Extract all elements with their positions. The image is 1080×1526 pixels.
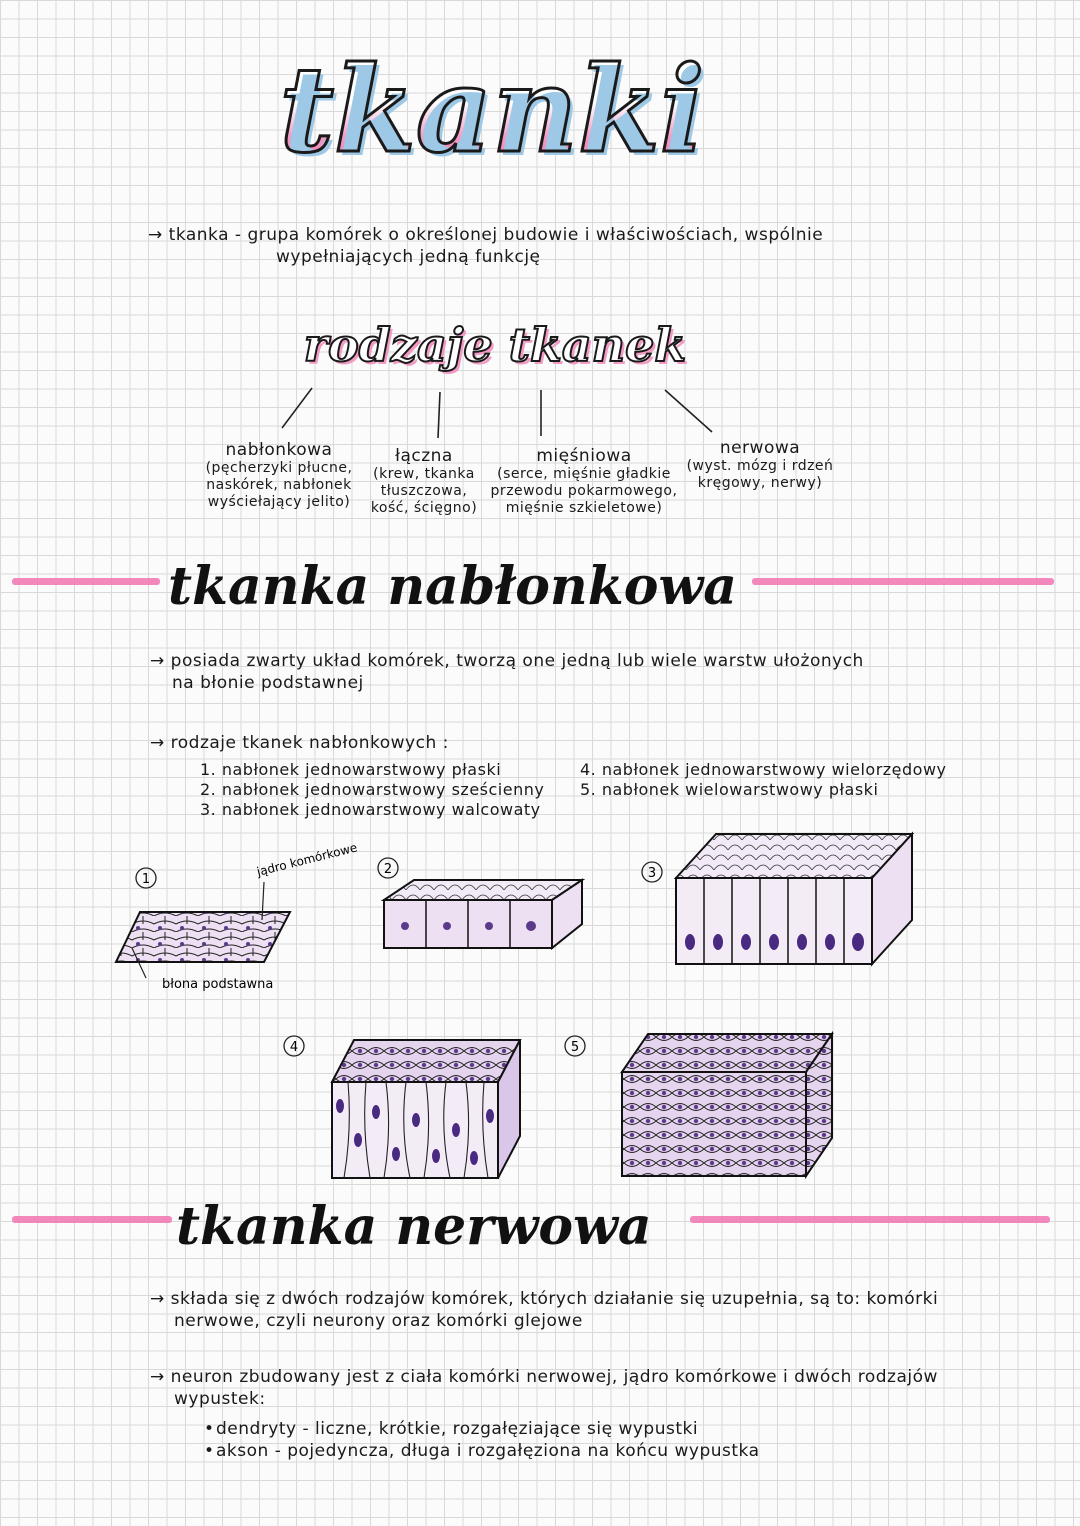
list-item: 5. nabłonek wielowarstwowy płaski	[580, 780, 879, 799]
type-name: nerwowa	[719, 438, 801, 458]
paragraph-line: posiada zwarty układ komórek, tworzą one jedną lub wiele warstw ułożonych	[170, 651, 864, 671]
nervous-paragraph-1	[150, 1288, 1030, 1332]
type-epithelial	[194, 440, 364, 511]
paragraph-line: nerwowe, czyli neurony oraz komórki glejowe	[174, 1311, 583, 1331]
section-heading-epithelial: tkanka nabłonkowa	[168, 556, 737, 617]
paragraph-line: neuron zbudowany jest z ciała komórki nerwowej, jądro komórkowe i dwóch rodzajów	[170, 1367, 938, 1387]
type-nervous	[680, 438, 840, 492]
list-item: 1. nabłonek jednowarstwowy płaski	[200, 760, 502, 779]
type-desc: mięśnie szkieletowe)	[505, 500, 663, 516]
label-2: 2	[383, 862, 393, 877]
type-desc: (krew, tkanka	[373, 466, 475, 482]
paragraph-line: wypustek:	[174, 1389, 266, 1409]
section-divider	[12, 578, 160, 585]
type-desc: naskórek, nabłonek	[206, 477, 352, 493]
diagram-stratified-squamous	[622, 1034, 832, 1176]
nervous-bullets	[204, 1418, 964, 1462]
type-muscle	[484, 446, 684, 517]
nucleus-label: jądro komórkowe	[255, 840, 359, 879]
bullet-icon: •	[204, 1419, 215, 1439]
section-heading-nervous: tkanka nerwowa	[176, 1196, 652, 1257]
label-4: 4	[289, 1040, 299, 1055]
list-title: rodzaje tkanek nabłonkowych :	[170, 733, 449, 753]
diagram-pseudostratified	[332, 1040, 520, 1178]
type-desc: przewodu pokarmowego,	[490, 483, 678, 499]
arrow-icon: →	[150, 651, 171, 671]
section-divider	[12, 1216, 172, 1223]
type-name: łączna	[395, 446, 453, 466]
epithelial-list-title	[150, 732, 650, 754]
diagram-simple-columnar	[676, 834, 912, 964]
type-name: mięśniowa	[536, 446, 632, 466]
arrow-icon: →	[150, 1289, 171, 1309]
section-divider	[690, 1216, 1050, 1223]
bullet-icon: •	[204, 1441, 215, 1461]
section-divider	[752, 578, 1054, 585]
type-desc: (pęcherzyki płucne,	[205, 460, 353, 476]
definition-line-1: tkanka - grupa komórek o określonej budowie i właściwościach, wspólnie	[168, 225, 824, 245]
list-item	[204, 1440, 964, 1462]
diagram-simple-cuboidal	[384, 880, 582, 948]
epithelium-diagrams	[0, 820, 1080, 1190]
types-title: rodzaje tkanek	[303, 318, 687, 372]
arrow-icon: →	[150, 733, 171, 753]
diagram-simple-squamous	[116, 882, 290, 978]
type-desc: kość, ścięgno)	[370, 500, 478, 516]
paragraph-line: składa się z dwóch rodzajów komórek, których działanie się uzupełnia, są to: komórki	[170, 1289, 939, 1309]
bullet-text: dendryty - liczne, krótkie, rozgałęziające się wypustki	[216, 1419, 699, 1439]
bullet-text: akson - pojedyncza, długa i rozgałęziona na końcu wypustka	[216, 1441, 760, 1461]
paragraph-line: na błonie podstawnej	[172, 673, 364, 693]
type-desc: (wyst. mózg i rdzeń	[686, 458, 834, 474]
type-connective	[364, 446, 484, 517]
list-item: 3. nabłonek jednowarstwowy walcowaty	[200, 800, 541, 819]
list-item	[204, 1418, 964, 1440]
types-branch-lines	[0, 0, 1080, 460]
nervous-paragraph-2	[150, 1366, 1030, 1410]
definition-line-2: wypełniających jedną funkcję	[276, 247, 541, 267]
list-item: 4. nabłonek jednowarstwowy wielorzędowy	[580, 760, 947, 779]
label-5: 5	[570, 1040, 580, 1055]
epithelial-list-left	[200, 760, 580, 820]
type-desc: wyściełający jelito)	[207, 494, 351, 510]
list-item: 2. nabłonek jednowarstwowy sześcienny	[200, 780, 545, 799]
epithelial-paragraph	[150, 650, 950, 694]
label-1: 1	[141, 872, 151, 887]
membrane-label: błona podstawna	[162, 977, 274, 992]
epithelial-list-right	[580, 760, 1000, 800]
page-title: tkanki	[262, 40, 722, 179]
type-desc: tłuszczowa,	[380, 483, 468, 499]
type-name: nabłonkowa	[225, 440, 333, 460]
type-desc: kręgowy, nerwy)	[697, 475, 823, 491]
arrow-icon: →	[148, 225, 163, 245]
arrow-icon: →	[150, 1367, 171, 1387]
label-3: 3	[647, 866, 657, 881]
type-desc: (serce, mięśnie gładkie	[497, 466, 671, 482]
